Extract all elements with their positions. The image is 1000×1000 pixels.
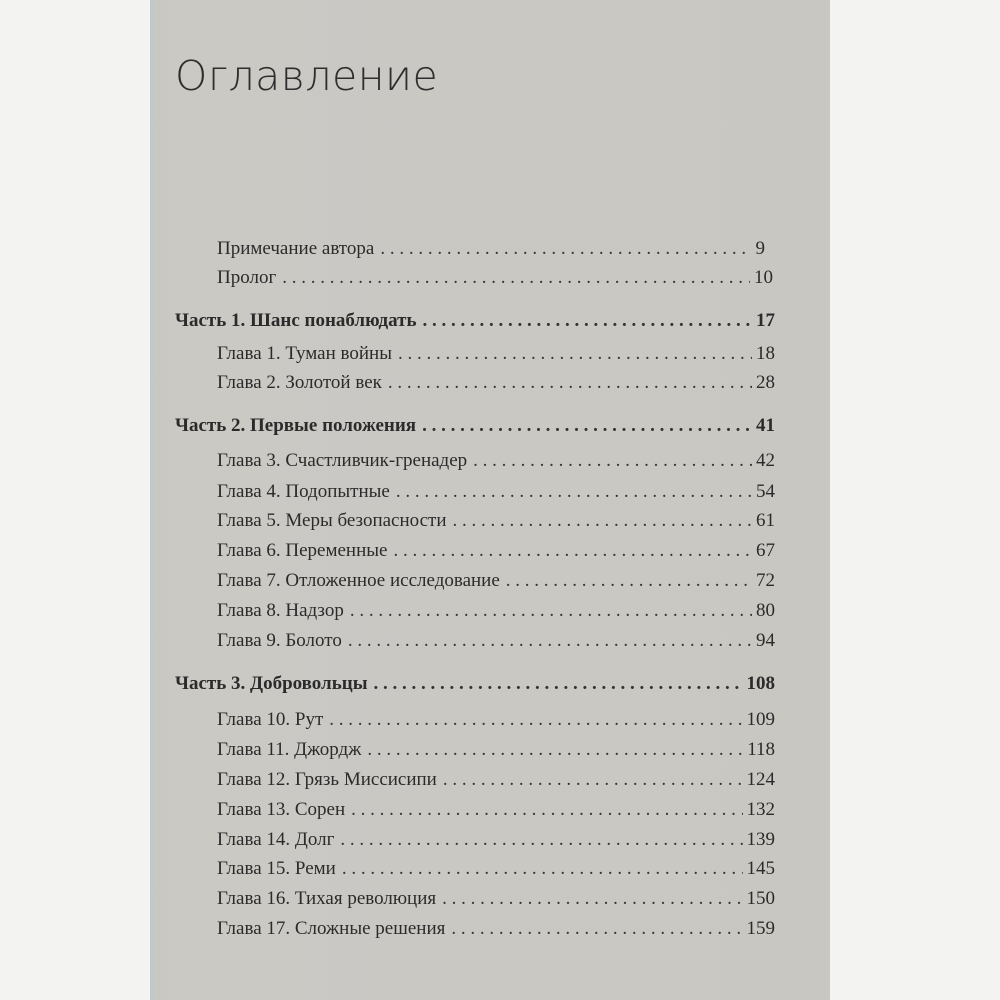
- toc-entry-label: Часть 3. Добровольцы: [175, 673, 368, 694]
- page-title: Оглавление: [175, 52, 439, 100]
- toc-entry-page: 108: [746, 673, 775, 694]
- toc-entry-label: Глава 13. Сорен: [217, 799, 346, 820]
- toc-leader-dots: [451, 918, 742, 940]
- toc-entry: [217, 343, 775, 365]
- toc-entry: [217, 570, 775, 592]
- toc-entry-page: 42: [756, 450, 775, 471]
- toc-entry-page: 17: [756, 310, 775, 331]
- toc-entry-label: Примечание автора: [217, 238, 375, 259]
- toc-entry: [217, 450, 775, 472]
- toc-leader-dots: [348, 630, 752, 652]
- toc-entry: [217, 858, 775, 880]
- toc-leader-dots: [453, 510, 752, 532]
- toc-entry: [217, 481, 775, 503]
- toc-entry-label: Глава 7. Отложенное исследование: [217, 570, 500, 591]
- toc-entry-label: Глава 9. Болото: [217, 630, 342, 651]
- toc-entry-page: 10: [754, 267, 773, 288]
- toc-entry-label: Глава 11. Джордж: [217, 739, 362, 760]
- toc-leader-dots: [340, 829, 742, 851]
- toc-entry-page: 145: [746, 858, 775, 879]
- toc-entry-label: Глава 16. Тихая революция: [217, 888, 437, 909]
- toc-entry: [217, 888, 775, 910]
- toc-entry-label: Часть 2. Первые положения: [175, 415, 417, 436]
- toc-entry-label: Часть 1. Шанс понаблюдать: [175, 310, 417, 331]
- toc-entry-page: 124: [746, 769, 775, 790]
- toc-entry-label: Глава 8. Надзор: [217, 600, 344, 621]
- toc-entry: [217, 739, 775, 761]
- toc-entry-page: 67: [756, 540, 775, 561]
- toc-leader-dots: [396, 481, 752, 503]
- toc-entry: [217, 769, 775, 791]
- toc-entry-label: Глава 14. Долг: [217, 829, 335, 850]
- toc-entry-page: 41: [756, 415, 775, 436]
- toc-entry-page: 80: [756, 600, 775, 621]
- toc-leader-dots: [367, 739, 743, 761]
- toc-leader-dots: [393, 540, 752, 562]
- toc-entry-label: Глава 6. Переменные: [217, 540, 388, 561]
- toc-entry-page: 109: [746, 709, 775, 730]
- toc-leader-dots: [351, 799, 742, 821]
- toc-entry: [217, 510, 775, 532]
- toc-entry-label: Глава 17. Сложные решения: [217, 918, 446, 939]
- toc-entry: [217, 267, 773, 289]
- toc-part-entry: [175, 415, 775, 437]
- toc-entry-label: Глава 10. Рут: [217, 709, 324, 730]
- toc-leader-dots: [388, 372, 752, 394]
- toc-entry-page: 9: [755, 238, 765, 259]
- toc-entry: [217, 709, 775, 731]
- toc-entry-page: 61: [756, 510, 775, 531]
- toc-entry: [217, 630, 775, 652]
- toc-entry-page: 132: [746, 799, 775, 820]
- toc-entry-page: 28: [756, 372, 775, 393]
- toc-entry-label: Глава 15. Реми: [217, 858, 336, 879]
- toc-leader-dots: [443, 769, 743, 791]
- toc-entry-page: 94: [756, 630, 775, 651]
- background-left: [0, 0, 150, 1000]
- toc-leader-dots: [374, 673, 743, 695]
- toc-entry: [217, 372, 775, 394]
- background-right: [830, 0, 1000, 1000]
- toc-entry-label: Глава 12. Грязь Миссисипи: [217, 769, 437, 790]
- toc-part-entry: [175, 673, 775, 695]
- toc-entry: [217, 799, 775, 821]
- toc-leader-dots: [506, 570, 752, 592]
- toc-leader-dots: [423, 310, 752, 332]
- toc-entry-page: 72: [756, 570, 775, 591]
- toc-entry: [217, 600, 775, 622]
- toc-entry-page: 139: [746, 829, 775, 850]
- toc-entry-page: 54: [756, 481, 775, 502]
- toc-entry-label: Глава 5. Меры безопасности: [217, 510, 447, 531]
- toc-entry-label: Глава 2. Золотой век: [217, 372, 382, 393]
- toc-entry-page: 18: [756, 343, 775, 364]
- toc-leader-dots: [380, 238, 751, 260]
- toc-entry-page: 118: [747, 739, 775, 760]
- toc-entry-label: Глава 3. Счастливчик-гренадер: [217, 450, 468, 471]
- toc-leader-dots: [342, 858, 743, 880]
- toc-entry: [217, 238, 765, 260]
- toc-leader-dots: [329, 709, 742, 731]
- toc-entry-page: 159: [746, 918, 775, 939]
- toc-entry-page: 150: [746, 888, 775, 909]
- toc-entry-label: Глава 4. Подопытные: [217, 481, 390, 502]
- toc-leader-dots: [473, 450, 752, 472]
- toc-entry-label: Глава 1. Туман войны: [217, 343, 392, 364]
- toc-leader-dots: [282, 267, 750, 289]
- toc-entry: [217, 918, 775, 940]
- toc-entry: [217, 829, 775, 851]
- toc-leader-dots: [442, 888, 742, 910]
- toc-leader-dots: [398, 343, 752, 365]
- toc-entry-label: Пролог: [217, 267, 277, 288]
- toc-leader-dots: [422, 415, 752, 437]
- toc-leader-dots: [350, 600, 752, 622]
- toc-entry: [217, 540, 775, 562]
- toc-part-entry: [175, 310, 775, 332]
